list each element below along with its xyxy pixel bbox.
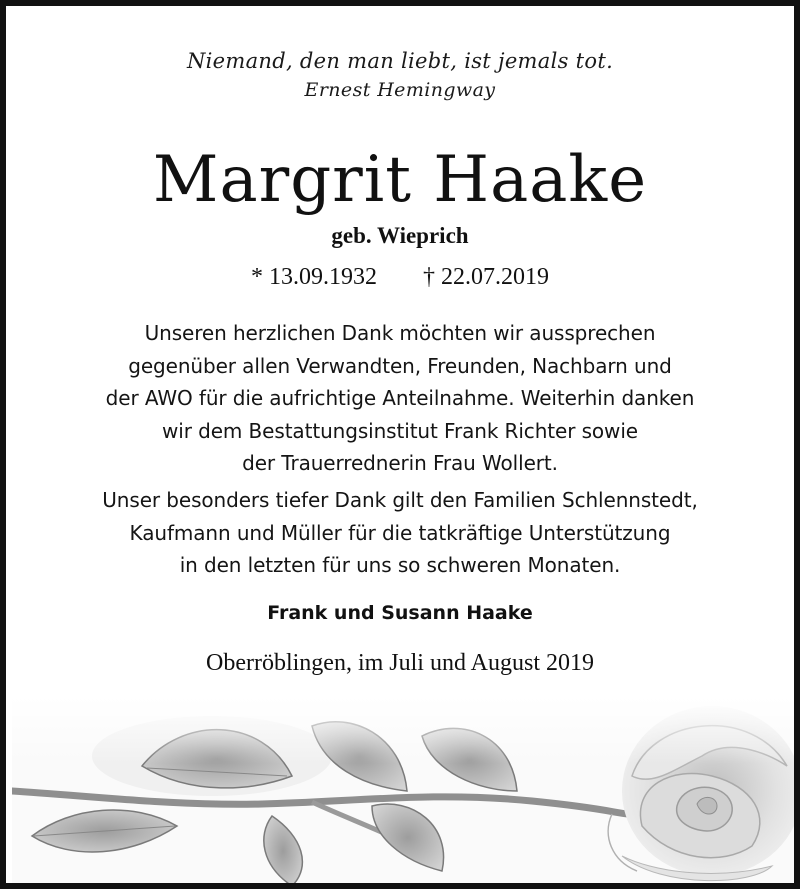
death-date: † 22.07.2019 xyxy=(423,264,549,290)
epigraph xyxy=(6,46,794,104)
deceased-name: Margrit Haake xyxy=(152,143,648,217)
thanks-paragraph-2 xyxy=(16,484,784,582)
text-line: in den letzten für uns so schweren Monaten. xyxy=(179,553,621,577)
text-line: der Trauerrednerin Frau Wollert. xyxy=(242,451,558,475)
text-line: der AWO für die aufrichtige Anteilnahme. Weiterhin danken xyxy=(105,386,695,410)
text-line: Unser besonders tiefer Dank gilt den Familien Schlennstedt, xyxy=(102,488,698,512)
text-line: Unseren herzlichen Dank möchten wir aussprechen xyxy=(144,321,656,345)
text-line: gegenüber allen Verwandten, Freunden, Nachbarn und xyxy=(128,353,672,378)
text-line: wir dem Bestattungsinstitut Frank Richter sowie xyxy=(162,418,638,443)
signers: Frank und Susann Haake xyxy=(267,602,533,624)
quote-author: Ernest Hemingway xyxy=(304,79,496,101)
life-dates xyxy=(6,260,794,294)
thanks-paragraph-1 xyxy=(16,317,784,480)
quote-text: Niemand, den man liebt, ist jemals tot. xyxy=(186,49,614,73)
birth-date: * 13.09.1932 xyxy=(251,264,377,290)
place-and-date: Oberröblingen, im Juli und August 2019 xyxy=(206,650,594,676)
text-line: Kaufmann und Müller für die tatkräftige Unterstützung xyxy=(129,520,671,545)
maiden-name: geb. Wieprich xyxy=(331,223,469,248)
rose-image xyxy=(12,696,800,889)
